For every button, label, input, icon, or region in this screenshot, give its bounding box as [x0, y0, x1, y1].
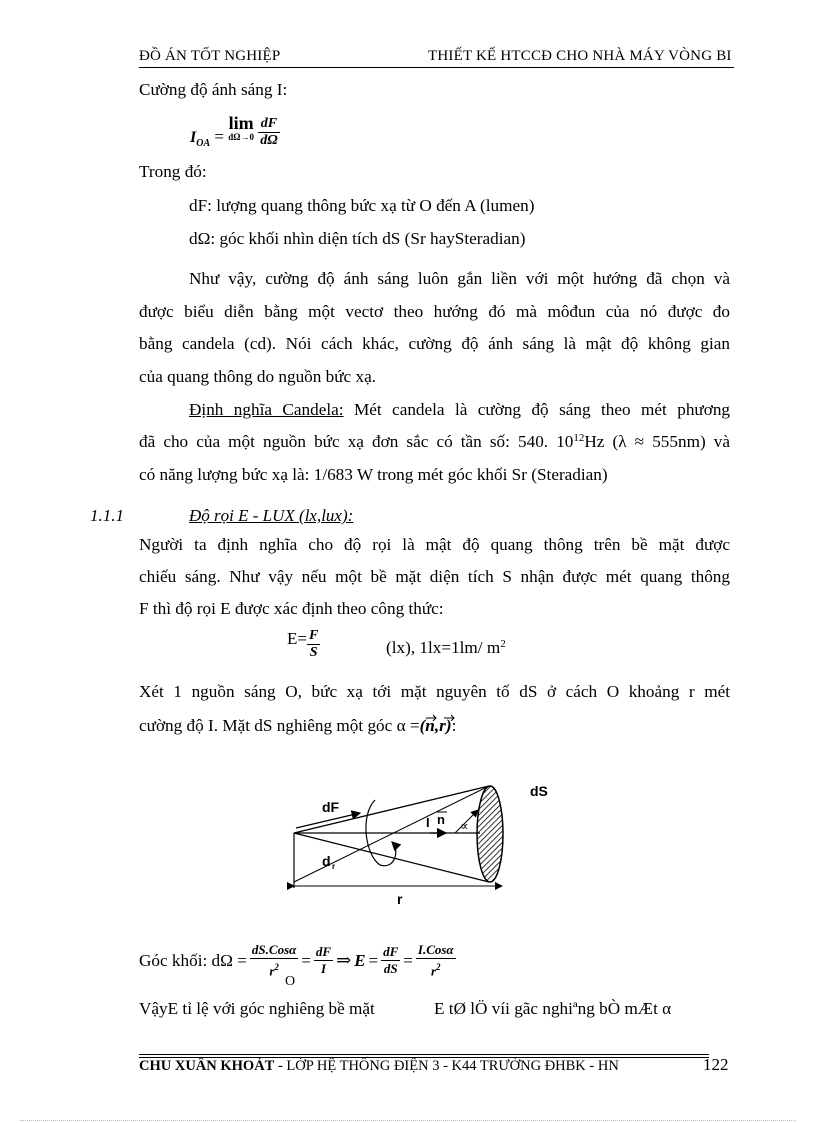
where-label: Trong đó:: [139, 162, 207, 181]
footer-text: CHU XUÂN KHOÁT - LỚP HỆ THỐNG ĐIỆN 3 - K44 TRƯỜNG ĐHBK - HN: [139, 1058, 619, 1074]
label-dF: dF: [322, 799, 340, 815]
label-n: n: [437, 812, 445, 827]
page-edge: [20, 1120, 796, 1121]
vector-angle: (n,r): [420, 716, 452, 735]
surface-dS: [477, 786, 503, 882]
para1-line-1: Như vậy, cường độ ánh sáng luôn gắn liền với một hướng đã chọn và: [189, 269, 730, 288]
stray-O: O: [285, 974, 296, 989]
label-I: I: [426, 815, 430, 830]
label-d: d: [322, 853, 331, 869]
para3-line-2: cường độ I. Mặt dS nghiêng một góc α =(n,r) :: [139, 716, 456, 736]
label-r: r: [397, 891, 403, 907]
definition-dF: dF: lượng quang thông bức xạ từ O đến A (lumen): [189, 196, 535, 215]
para1-line-2: được biểu diễn bằng một vectơ theo hướng đó mà môđun của nó được đo: [139, 302, 730, 321]
candela-line-1: Định nghĩa Candela: Mét candela là cường độ sáng theo mét phương: [189, 400, 731, 419]
definition-dOmega: dΩ: góc khối nhìn diện tích dS (Sr haySteradian): [189, 229, 526, 248]
footer-rule: [139, 1054, 709, 1055]
para1-last-line: của quang thông do nguồn bức xạ.: [139, 367, 376, 386]
para2-line-1: Người ta định nghĩa cho độ rọi là mật độ quang thông trên bề mặt được: [139, 535, 730, 554]
conclusion-legacy-font: E tØ lÖ víi gãc nghiªng bÒ mÆt α: [434, 999, 672, 1018]
solid-angle-formula: Góc khối: dΩ = $\frac{\text{dS.Cosα}}{r^2}$ = $\frac{dF}{I}$ ⇒ E = $\frac{dF}{dS}$ = $\frac{\text{I.Cosα}}{r^2}$: [139, 942, 454, 979]
footer-author: CHU XUÂN KHOÁT: [139, 1058, 275, 1074]
header-right: THIẾT KẾ HTCCĐ CHO NHÀ MÁY VÒNG BI: [428, 48, 732, 64]
label-alpha: ∝: [460, 819, 469, 833]
para1-line-3: bằng candela (cd). Nói cách khác, cường độ ánh sáng là mật độ không gian: [139, 334, 730, 353]
candela-line-3: có năng lượng bức xạ là: 1/683 W trong mét góc khối Sr (Steradian): [139, 465, 608, 484]
para2-line-2: chiếu sáng. Như vậy nếu một bề mặt diện tích S nhận được mét quang thông: [139, 567, 730, 586]
candela-line-2: đã cho của một nguồn bức xạ đơn sắc có tần số: 540. $10^{12}Hz$ (λ ≈ 555nm) và: [139, 432, 730, 451]
svg-text:r: r: [332, 862, 336, 871]
para3-line-1: Xét 1 nguồn sáng O, bức xạ tới mặt nguyên tố dS ở cách O khoảng r mét: [139, 682, 730, 701]
illuminance-formula: E= $\frac{F}{S}$: [287, 628, 319, 660]
label-dS: dS: [530, 783, 548, 799]
intensity-formula: $I_{OA}$ = lim dΩ→0 $\frac{dF}{d\Omega}$: [190, 113, 278, 149]
section-title: Độ rọi E - LUX (lx,lux):: [189, 506, 354, 525]
intensity-fraction: $\frac{dF}{d\Omega}$: [260, 115, 278, 148]
header-rule: [139, 67, 734, 68]
limit-operator: lim dΩ→0: [228, 113, 254, 142]
header-left: ĐỒ ÁN TỐT NGHIỆP: [139, 48, 281, 64]
light-cone-diagram: [280, 770, 580, 910]
candela-heading: Định nghĩa Candela:: [189, 400, 344, 419]
illuminance-units: (lx), 1lx=1lm/ $m^2$: [386, 638, 506, 657]
conclusion-vn: VậyE tỉ lệ với góc nghiêng bề mặt: [139, 999, 375, 1018]
intensity-title: Cường độ ánh sáng I:: [139, 80, 288, 99]
para2-last-line: F thì độ rọi E được xác định theo công thức:: [139, 599, 444, 618]
vector-arrows: [424, 713, 460, 721]
page-number: 122: [703, 1055, 729, 1074]
section-number: 1.1.1: [90, 506, 124, 525]
dF-arrow: [296, 813, 360, 828]
